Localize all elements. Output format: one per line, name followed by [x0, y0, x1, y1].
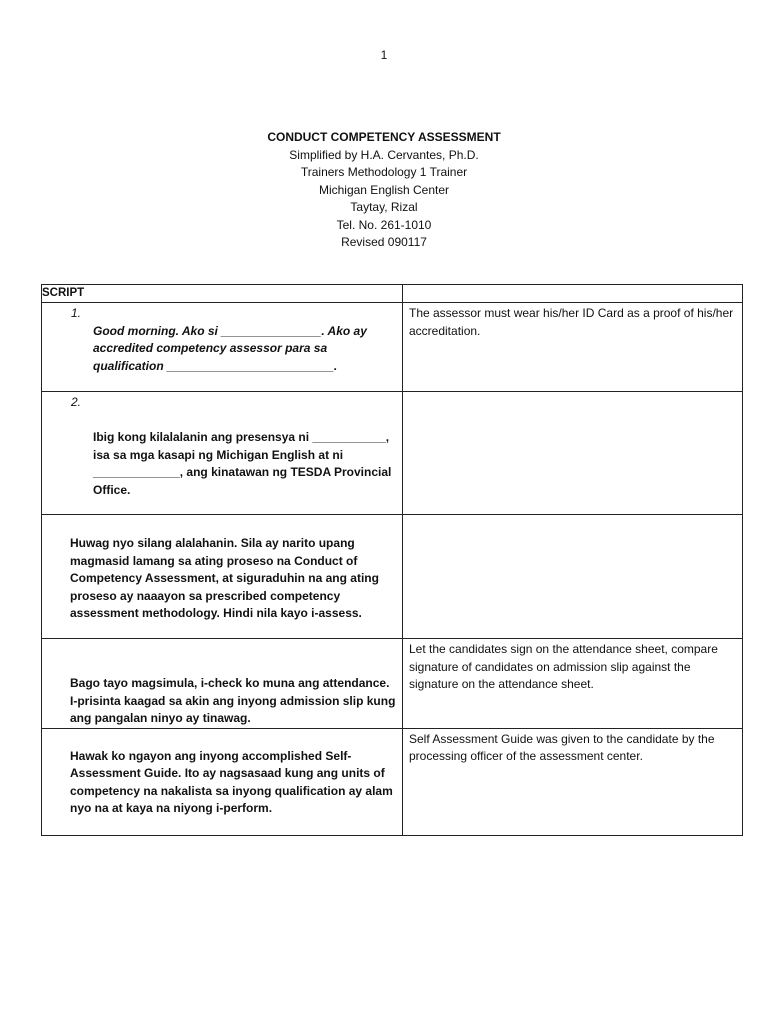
note-text	[403, 515, 742, 517]
table-row	[42, 515, 743, 639]
script-table	[41, 284, 743, 836]
script-text: Huwag nyo silang alalahanin. Sila ay narito upang magmasid lamang sa ating proseso na Conduct of Competency Assessment, at siguraduhin na ang ating proseso ay naaayon sa prescribed competency assessment methodology. Hindi nila kayo i-assess.	[70, 536, 379, 620]
script-cell	[42, 639, 403, 729]
script-column-header: SCRIPT	[42, 285, 403, 303]
note-cell	[403, 303, 743, 392]
location-line: Taytay, Rizal	[350, 200, 418, 214]
table-row	[42, 728, 743, 835]
note-text: Let the candidates sign on the attendance sheet, compare signature of candidates on admission slip against the signature on the attendance sheet.	[409, 642, 718, 691]
script-cell	[42, 728, 403, 835]
script-text: Good morning. Ako si _______________. Ako ay accredited competency assessor para sa qualification _________________________.	[93, 323, 367, 373]
organization-line: Michigan English Center	[318, 182, 450, 197]
script-text: Bago tayo magsimula, i-check ko muna ang attendance. I-prisinta kaagad sa akin ang inyong admission slip kung ang pangalan ninyo ay tinawag.	[70, 676, 396, 725]
note-cell	[403, 392, 743, 515]
document-header	[0, 129, 768, 252]
item-number: 1.	[71, 306, 82, 320]
telephone-line: Tel. No. 261-1010	[336, 217, 432, 232]
script-cell	[42, 303, 403, 392]
table-row	[42, 639, 743, 729]
document-title: CONDUCT COMPETENCY ASSESSMENT	[267, 130, 501, 144]
script-cell	[42, 515, 403, 639]
script-text: Ibig kong kilalalanin ang presensya ni ___________, isa sa mga kasapi ng Michigan English at ni _____________, ang kinatawan ng TESDA Provincial Office.	[93, 430, 392, 497]
note-cell	[403, 728, 743, 835]
note-text	[403, 392, 742, 394]
script-cell	[42, 392, 403, 515]
table-row	[42, 392, 743, 515]
role-line: Trainers Methodology 1 Trainer	[300, 165, 468, 179]
revision-line: Revised 090117	[341, 235, 427, 249]
item-number: 2.	[71, 395, 82, 409]
note-cell	[403, 515, 743, 639]
author-line: Simplified by H.A. Cervantes, Ph.D.	[289, 147, 479, 162]
table-row	[42, 303, 743, 392]
table-header-row	[42, 285, 743, 303]
page-number: 1	[380, 48, 388, 62]
note-text: Self Assessment Guide was given to the candidate by the processing officer of the assessment center.	[409, 731, 715, 763]
script-text: Hawak ko ngayon ang inyong accomplished Self-Assessment Guide. Ito ay nagsasaad kung ang units of competency na nakalista sa inyong qualification ay alam nyo na at kaya na niyong i-perform.	[70, 748, 393, 815]
notes-column-header	[403, 285, 743, 303]
note-text: The assessor must wear his/her ID Card as a proof of his/her accreditation.	[409, 306, 734, 338]
note-cell	[403, 639, 743, 729]
